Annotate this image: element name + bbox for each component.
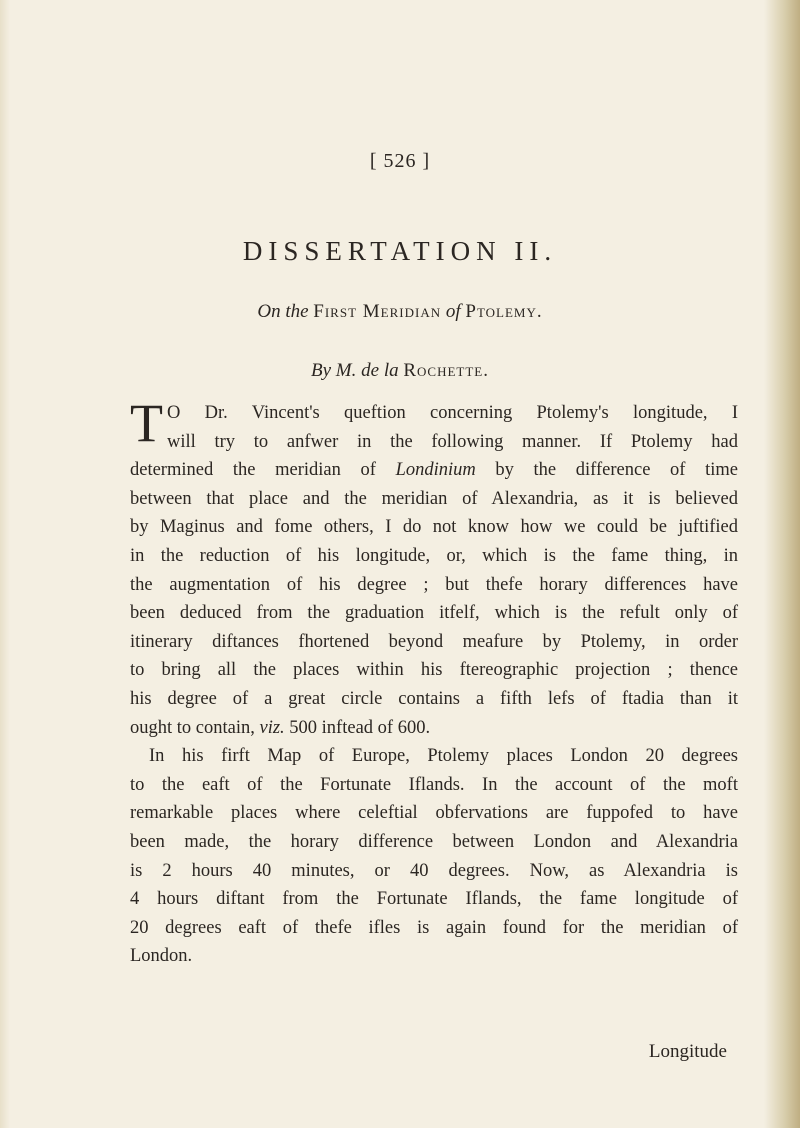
text-fragment: 500 inftead of 600. bbox=[284, 717, 431, 738]
text-line: will try to anfwer in the following manner. If Ptolemy had bbox=[167, 431, 738, 452]
page-title: DISSERTATION II. bbox=[242, 236, 558, 266]
subtitle-prefix: On the bbox=[257, 301, 309, 322]
italic-londinium: Londinium bbox=[395, 460, 476, 481]
text-line: 4 hours diftant from the Fortunate Iflands, the fame longitude of bbox=[130, 889, 738, 910]
byline bbox=[0, 360, 800, 382]
text-line: itinerary diftances fhortened beyond meafure by Ptolemy, in order bbox=[130, 631, 738, 652]
text-line: his degree of a great circle contains a fifth lefs of ftadia than it bbox=[130, 688, 738, 709]
subtitle-of: of bbox=[445, 301, 461, 322]
subtitle-ptolemy: Ptolemy. bbox=[465, 301, 543, 322]
text-line: in the reduction of his longitude, or, which is the fame thing, in bbox=[130, 545, 738, 566]
subtitle bbox=[0, 301, 800, 323]
text-line: 20 degrees eaft of thefe ifles is again found for the meridian of bbox=[130, 917, 738, 938]
body-text bbox=[130, 393, 738, 971]
text-fragment: determined the meridian of bbox=[130, 460, 396, 481]
text-line: been deduced from the graduation itfelf, which is the refult only of bbox=[130, 603, 738, 624]
byline-author: Rochette. bbox=[403, 360, 489, 381]
text-line: In his firft Map of Europe, Ptolemy places London 20 degrees bbox=[149, 746, 738, 767]
text-line: by Maginus and fome others, I do not know how we could be juftified bbox=[130, 517, 738, 538]
text-line: between that place and the meridian of Alexandria, as it is believed bbox=[130, 488, 738, 509]
text-line: the augmentation of his degree ; but thefe horary differences have bbox=[130, 574, 738, 595]
subtitle-first-meridian: First Meridian bbox=[313, 301, 442, 322]
catchword: Longitude bbox=[648, 1041, 727, 1062]
text-line bbox=[130, 714, 738, 743]
text-fragment: ought to contain, bbox=[130, 717, 260, 738]
italic-viz: viz. bbox=[259, 717, 285, 738]
text-line: remarkable places where celeftial obfervations are fuppofed to have bbox=[130, 803, 738, 824]
drop-cap: T bbox=[130, 393, 163, 453]
text-line bbox=[130, 456, 738, 485]
text-line: is 2 hours 40 minutes, or 40 degrees. Now, as Alexandria is bbox=[130, 860, 738, 881]
text-line: to the eaft of the Fortunate Iflands. In the account of the moft bbox=[130, 774, 738, 795]
text-line: London. bbox=[130, 946, 193, 967]
byline-by: By M. de la bbox=[311, 360, 399, 381]
text-fragment: by the difference of time bbox=[475, 460, 738, 481]
text-line: to bring all the places within his ftereographic projection ; thence bbox=[130, 660, 738, 681]
text-line: been made, the horary difference between London and Alexandria bbox=[130, 831, 738, 852]
page-number: [ 526 ] bbox=[369, 150, 431, 172]
text-line: O Dr. Vincent's queftion concerning Ptolemy's longitude, I bbox=[167, 403, 738, 423]
